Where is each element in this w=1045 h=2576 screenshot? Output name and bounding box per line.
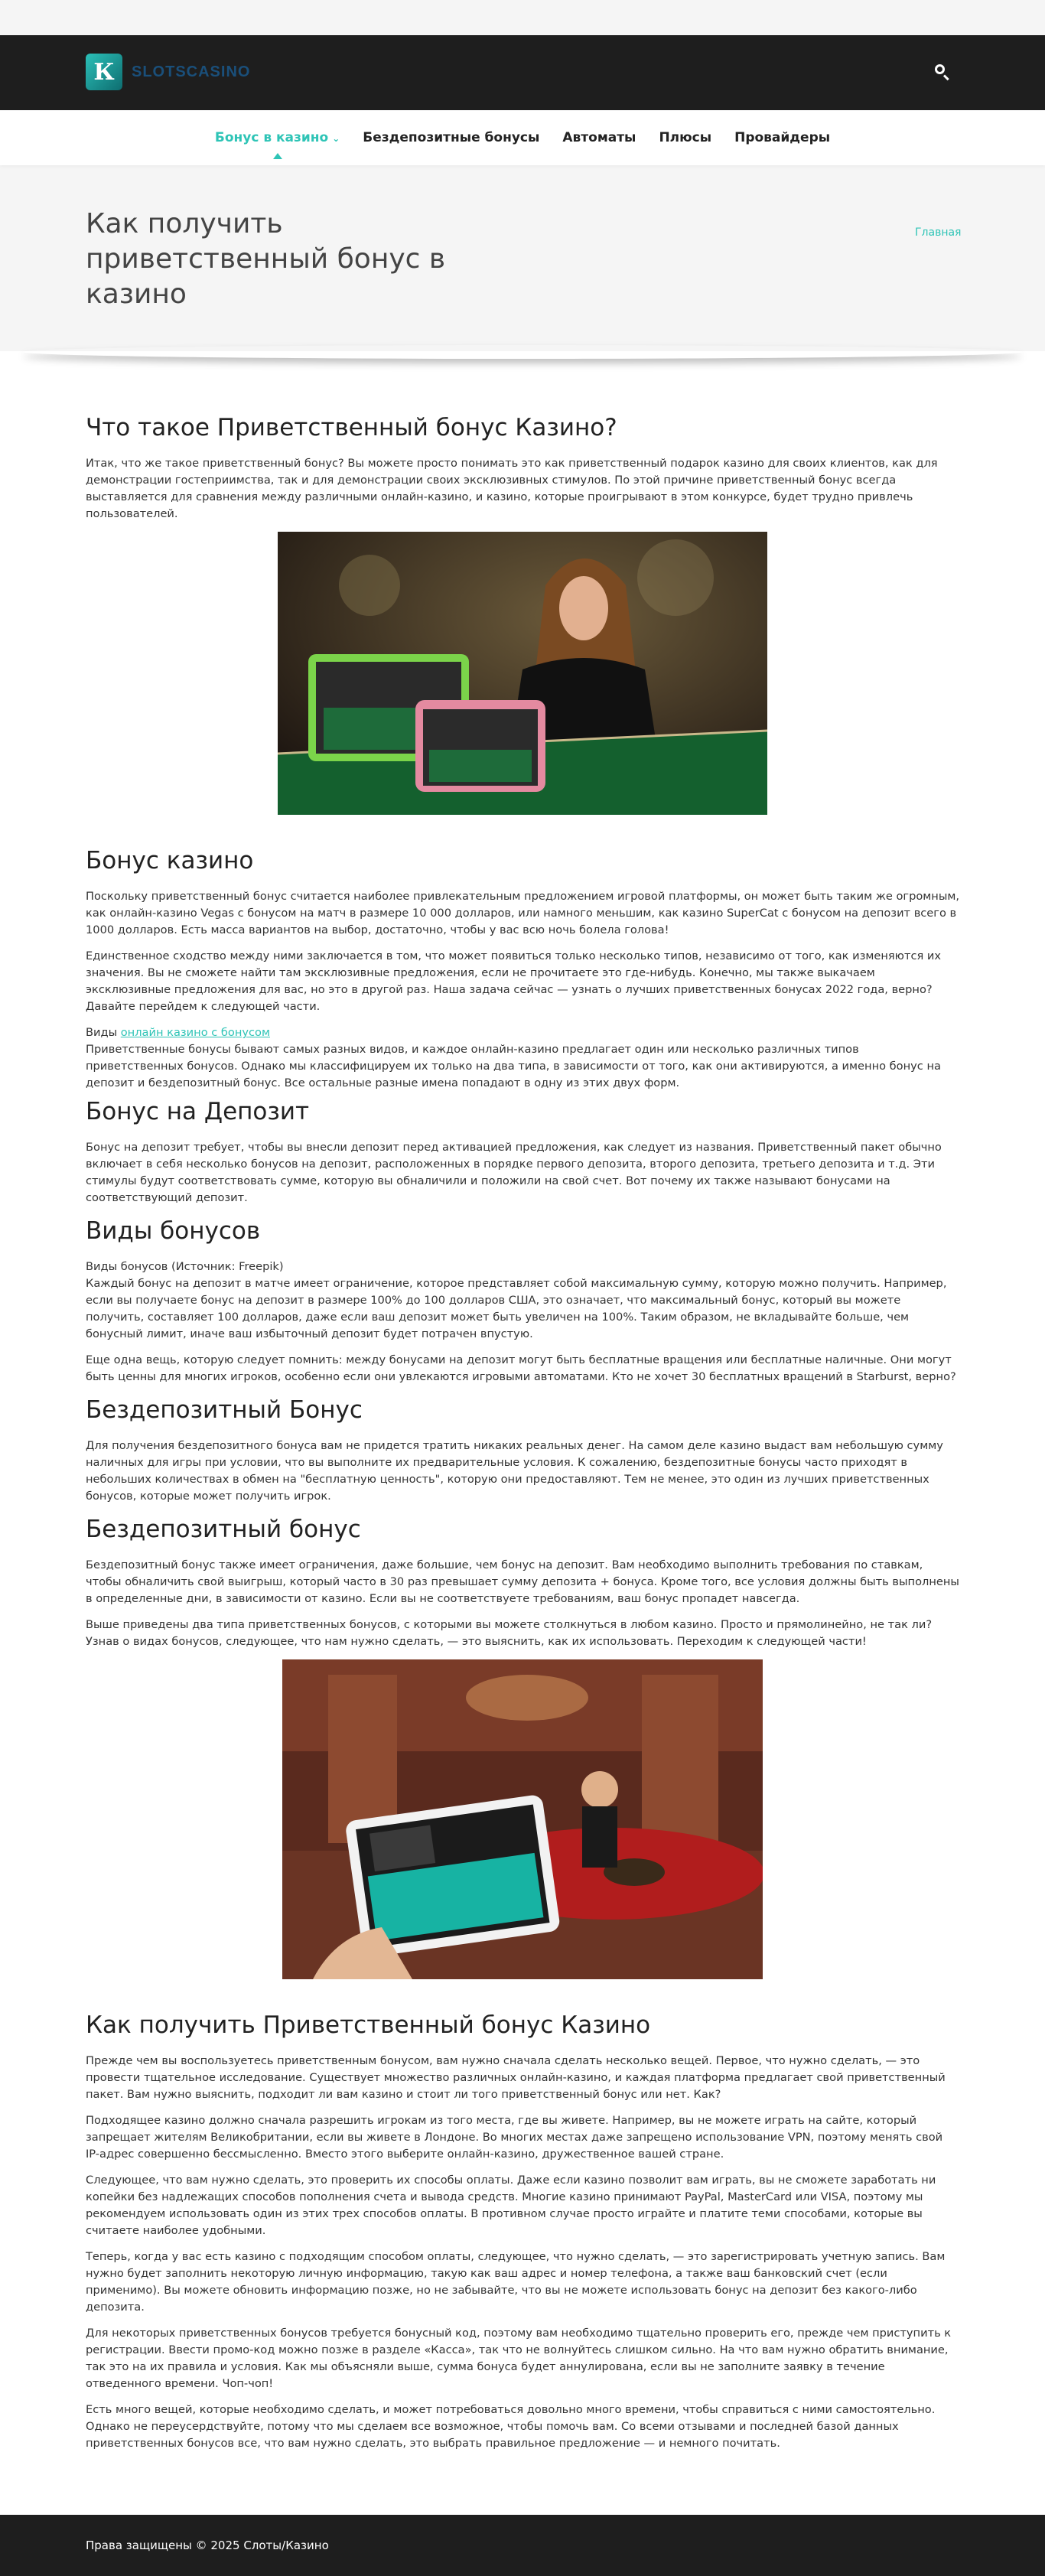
chevron-down-icon: ⌄ — [332, 133, 340, 144]
paragraph: Единственное сходство между ними заключается в том, что может появиться только несколько типов, независимо от того, как изменяются их значения. Вы не сможете найти там эксклюзивные предложения, если не прочитаете это где-нибудь. Конечно, мы также выкачаем эксклюзивные предложения для вас, но это в другой раз. Наша задача сейчас — узнать о лучших приветственных бонусах 2022 года, верно? Давайте перейдем к следующей части. — [86, 949, 942, 1013]
copyright-text: Права защищены © 2025 Слоты/Казино — [86, 2539, 329, 2552]
article — [86, 351, 959, 2515]
logo-mark-icon: К — [86, 54, 122, 90]
paragraph: Бездепозитный бонус также имеет ограничения, даже большие, чем бонус на депозит. Вам необходимо выполнить требования по ставкам, чтобы обналичить свой выигрыш, который часто в 30 раз превышает сумму депозита + бонуса. Кроме того, все условия должны быть выполнены в определенные дни, в зависимости от казино. Если вы не соответствуете требованиям, ваш бонус пропадет навсегда. — [86, 1558, 959, 1605]
active-marker-icon — [273, 153, 282, 159]
search-icon[interactable] — [933, 63, 952, 81]
paragraph: Есть много вещей, которые необходимо сделать, и может потребоваться довольно много времени, чтобы справиться с ними самостоятельно. Однако не переусердствуйте, потому что мы сделаем все возможное, чтобы помочь вам. Со всеми отзывами и последней базой данных приветственных бонусов все, что вам нужно сделать, это выбрать правильное предложение — и немного почитать. — [86, 2403, 936, 2450]
nav-item-pros[interactable]: Плюсы — [659, 130, 712, 145]
paragraph: Теперь, когда у вас есть казино с подходящим способом оплаты, следующее, что нужно сделать, — это зарегистрировать учетную запись. Вам нужно будет заполнить некоторую личную информацию, такую как ваш адрес и номер телефона, а также ваш банковский счет (если применимо). Вы можете обновить информацию позже, но не забывайте, что вы не можете использовать бонус на депозит без какого-либо депозита. — [86, 2250, 946, 2314]
paragraph: Для получения бездепозитного бонуса вам не придется тратить никаких реальных денег. На самом деле казино выдаст вам небольшую сумму наличных для игры при условии, что вы выполните их предварительные условия. К сожалению, бездепозитные бонусы часто приходят в небольших количествах в обмен на "бесплатную ценность", которую они предоставляют. Тем не менее, это один из лучших приветственных бонусов, которые может получить игрок. — [86, 1439, 943, 1503]
nav-item-slots[interactable]: Автоматы — [562, 130, 636, 145]
section-title: Как получить Приветственный бонус Казино — [86, 2011, 651, 2039]
breadcrumb-home[interactable]: Главная — [915, 226, 962, 239]
paragraph: Следующее, что вам нужно сделать, это проверить их способы оплаты. Даже если казино позволит вам играть, вы не сможете заработать ни копейки без надлежащих способов пополнения счета и вывода средств. Многие казино принимают PayPal, MasterCard или VISA, поэтому мы рекомендуем использовать один из этих трех способов оплаты. В противном случае просто играйте и платите теми способами, которые вы считаете наиболее удобными. — [86, 2174, 936, 2237]
nav-item-casino-bonus[interactable]: Бонус в казино ⌄ — [215, 130, 340, 145]
nav-item-providers[interactable]: Провайдеры — [734, 130, 831, 145]
paragraph: Для некоторых приветственных бонусов требуется бонусный код, поэтому вам необходимо тщательно проверить его, прежде чем приступить к регистрации. Ввести промо-код можно позже в разделе «Касса», так что не волнуйтесь слишком сильно. На что вам нужно обратить внимание, так это на их правила и условия. Как мы объясняли выше, сумма бонуса будет аннулирована, если вы не заполните заявку в течение отведенного времени. Чоп-чоп! — [86, 2327, 952, 2390]
section-title: Бонус казино — [86, 847, 254, 874]
section-title: Бездепозитный Бонус — [86, 1396, 363, 1424]
casino-dealer-image — [278, 532, 767, 815]
section-title: Бонус на Депозит — [86, 1098, 310, 1125]
site-footer — [0, 2515, 1045, 2576]
paragraph: Поскольку приветственный бонус считается наиболее привлекательным предложением игровой платформы, он может быть таким же огромным, как онлайн-казино Vegas с бонусом на матч в размере 10 000 долларов, или намного меньшим, как казино SuperCat с бонусом на депозит всего в 1000 долларов. Есть масса вариантов на выбор, достаточно, чтобы у вас всю ночь болела голова! — [86, 890, 959, 936]
paragraph: Итак, что же такое приветственный бонус? Вы можете просто понимать это как приветственный подарок казино для своих клиентов, как для демонстрации гостеприимства, так и для демонстрации своих эксклюзивных стимулов. По этой причине приветственный бонус всегда выставляется для сравнения между различными онлайн-казино, и казино, которые проигрывают в этом конкурсе, будет трудно привлечь пользователей. — [86, 457, 938, 520]
hero-shadow — [23, 345, 1022, 359]
section-title: Виды бонусов — [86, 1217, 261, 1245]
main-nav — [0, 110, 1045, 165]
section-title: Бездепозитный бонус — [86, 1516, 361, 1543]
paragraph: Выше приведены два типа приветственных бонусов, с которыми вы можете столкнуться в любом казино. Просто и прямолинейно, не так ли? Узнав о видах бонусов, следующее, что нам нужно сделать, — это выяснить, как их использовать. Переходим к следующей части! — [86, 1618, 933, 1648]
paragraph: Виды бонусов (Источник: Freepik) Каждый бонус на депозит в матче имеет ограничение, которое представляет собой максимальную сумму, которую можно получить. Например, если вы получаете бонус на депозит в размере 100% до 100 долларов США, это означает, что максимальный бонус, который вы можете получить, составляет 100 долларов, даже если ваш депозит может быть увеличен на 100%. Таким образом, не вкладывайте больше, чем бонусный лимит, иначе ваш избыточный депозит будет потрачен впустую. — [86, 1260, 947, 1340]
site-logo[interactable] — [86, 54, 250, 90]
section-title: Что такое Приветственный бонус Казино? — [86, 414, 617, 441]
casino-tablet-image — [282, 1659, 763, 1979]
paragraph: Подходящее казино должно сначала разрешить игрокам из того места, где вы живете. Например, вы не можете играть на сайте, который запрещает жителям Великобритании, если вы живете в Лондоне. Во многих местах даже запрещено использование VPN, поэтому менять свой IP-адрес совершенно бессмысленно. Вместо этого выберите онлайн-казино, дружественное вашей стране. — [86, 2114, 943, 2161]
paragraph: Еще одна вещь, которую следует помнить: между бонусами на депозит могут быть бесплатные вращения или бесплатные наличные. Они могут быть ценны для многих игроков, особенно если они увлекаются игровыми автоматами. Кто не хочет 30 бесплатных вращений в Starburst, верно? — [86, 1353, 956, 1383]
top-strip — [0, 0, 1045, 35]
paragraph: Виды онлайн казино с бонусом Приветственные бонусы бывают самых разных видов, и каждое онлайн-казино предлагает один или несколько различных типов приветственных бонусов. Однако мы классифицируем их только на два типа, в зависимости от того, как они активируются, а именно бонус на депозит и бездепозитный бонус. Все остальные разные имена попадают в одну из этих двух форм. — [86, 1026, 941, 1089]
paragraph: Прежде чем вы воспользуетесь приветственным бонусом, вам нужно сначала сделать несколько вещей. Первое, что нужно сделать, — это провести тщательное исследование. Существует множество различных онлайн-казино, и каждая платформа предлагает свой приветственный пакет. Вам нужно выяснить, подходит ли вам казино и стоит ли того приветственный бонус или нет. Как? — [86, 2054, 946, 2101]
page-hero — [0, 165, 1045, 351]
page-title: Как получить приветственный бонус в казино — [86, 208, 446, 310]
paragraph: Бонус на депозит требует, чтобы вы внесли депозит перед активацией предложения, как следует из названия. Приветственный пакет обычно включает в себя несколько бонусов на депозит, расположенных в порядке первого депозита, второго депозита, третьего депозита и т.д. Эти стимулы будут соответствовать сумме, которую вы обналичили и положили на свой счет. Вот почему их также называют бонусами на соответствующий депозит. — [86, 1141, 942, 1204]
logo-text: SLOTSCASINO — [132, 63, 251, 80]
site-header — [0, 35, 1045, 110]
online-casino-bonus-link[interactable]: онлайн казино с бонусом — [120, 1026, 270, 1039]
nav-item-no-deposit[interactable]: Бездепозитные бонусы — [363, 130, 540, 145]
